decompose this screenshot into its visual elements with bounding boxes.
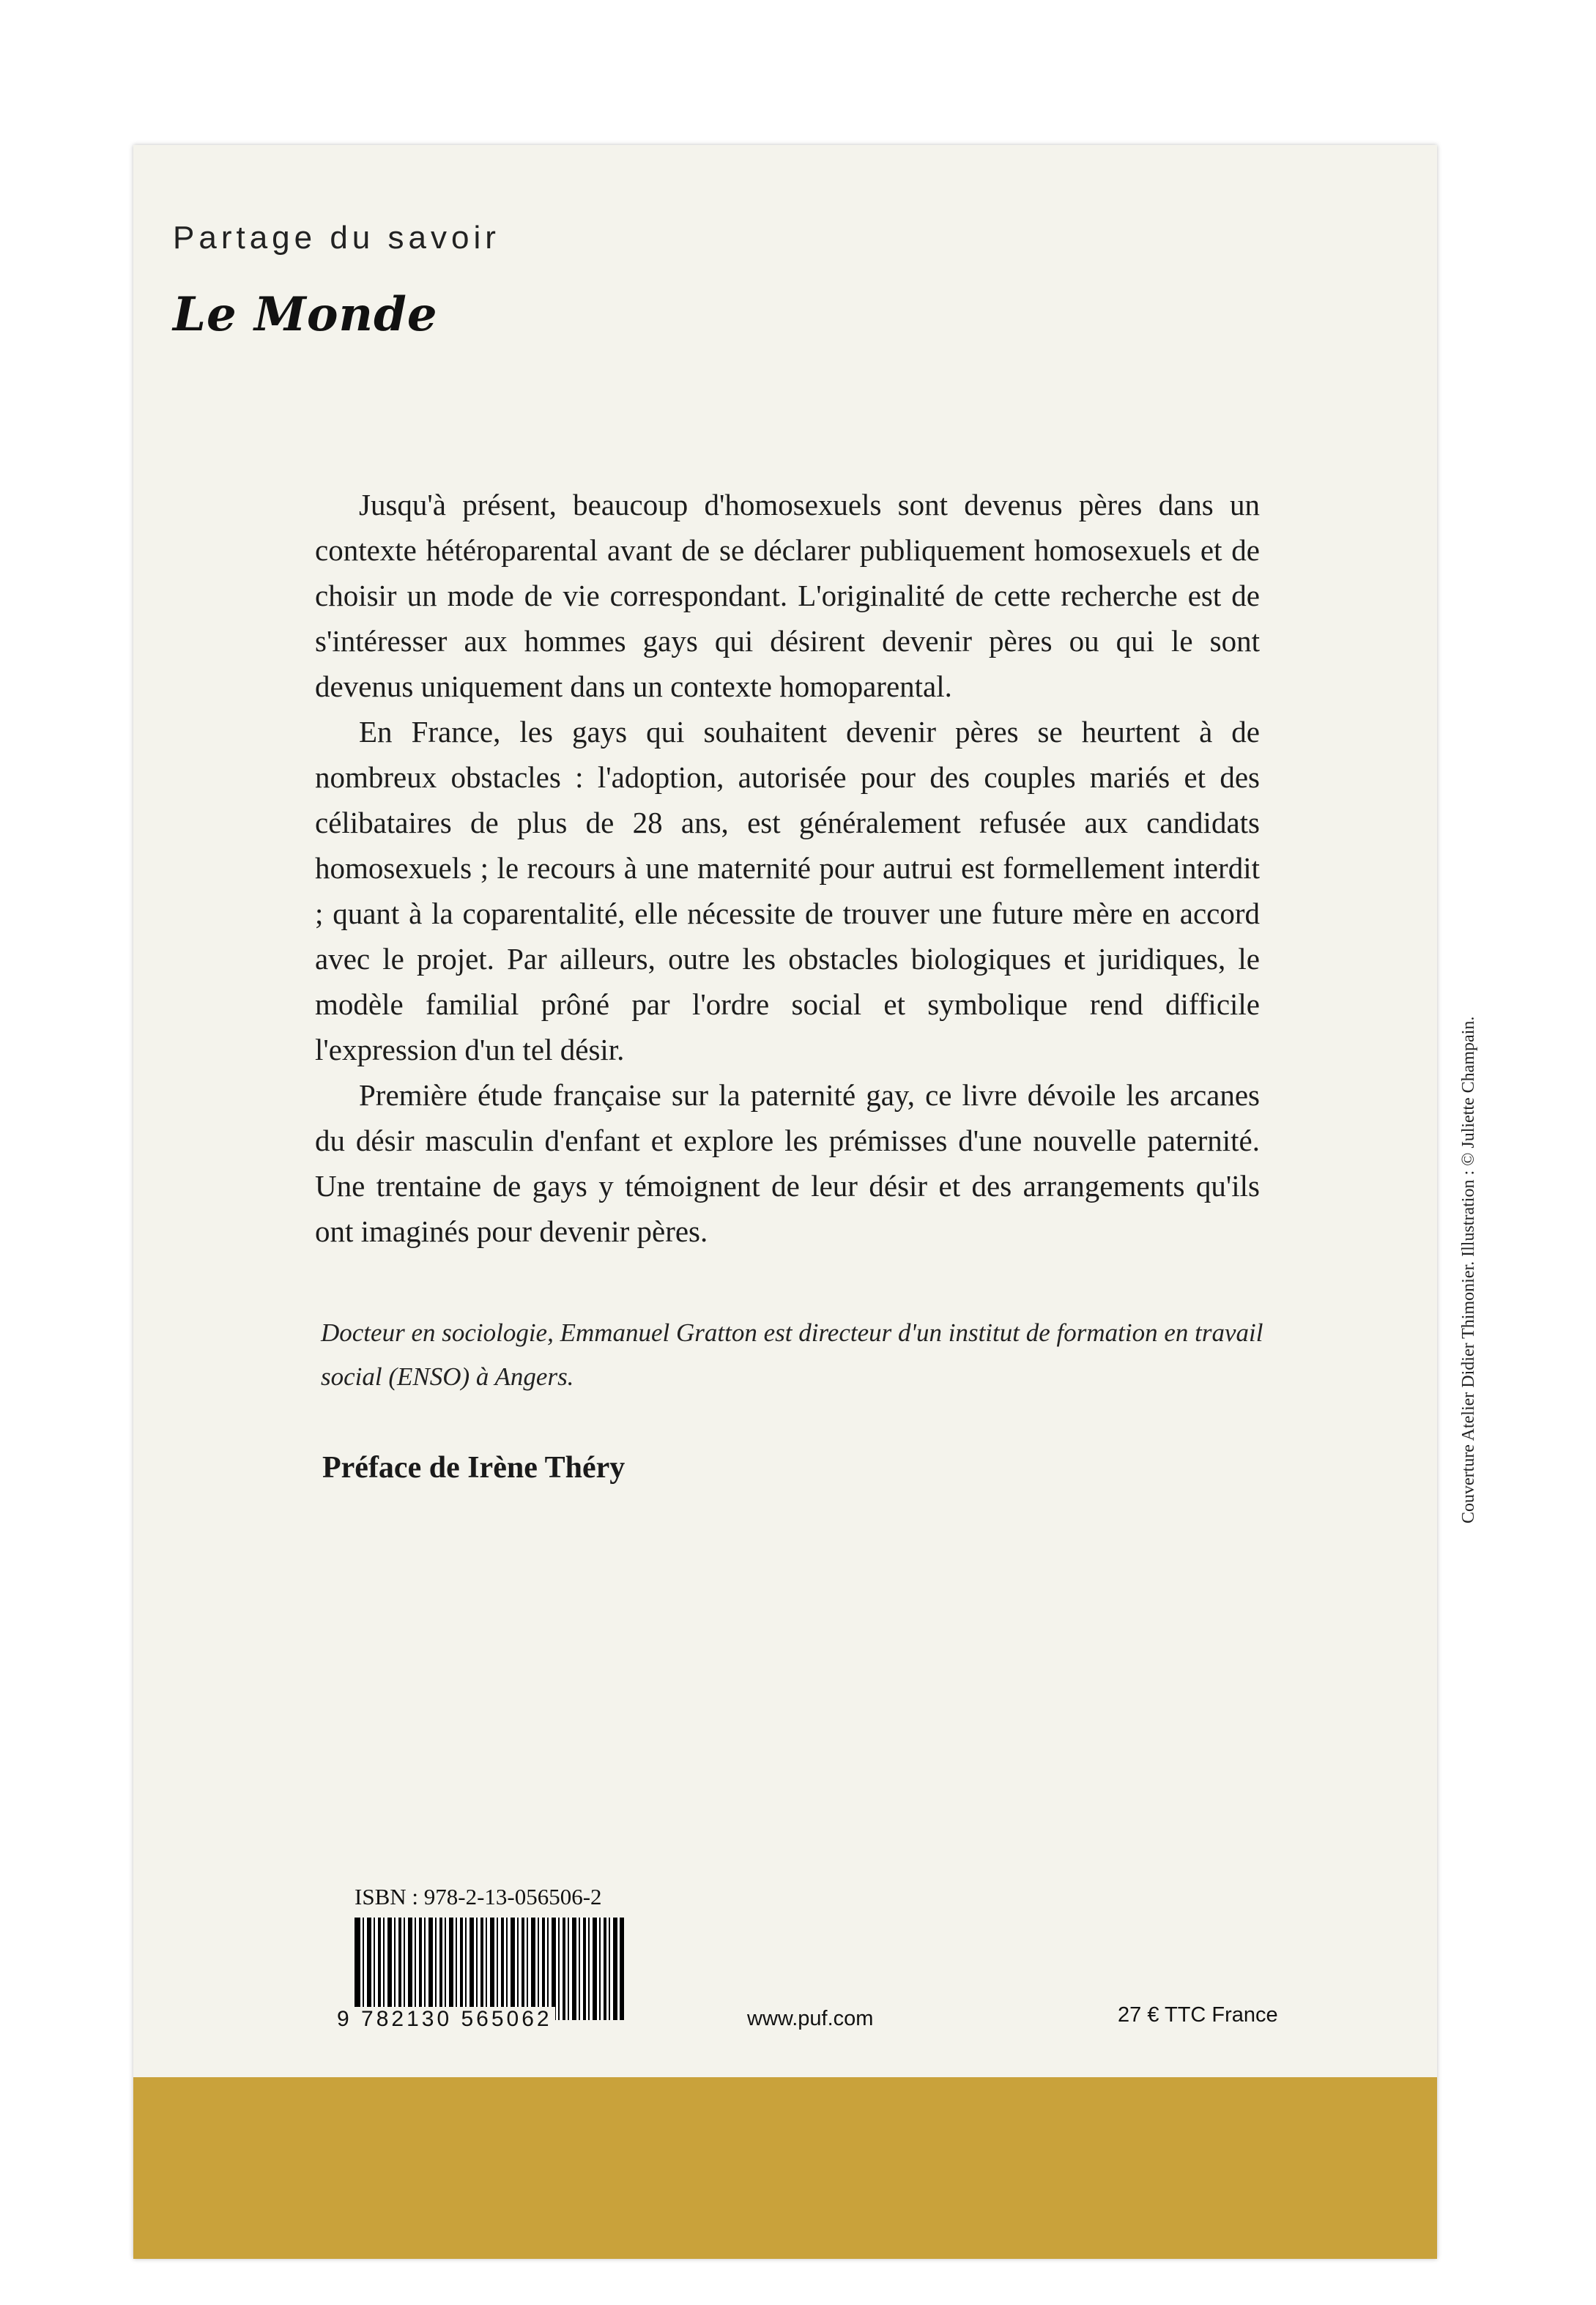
- blurb-paragraph-3: Première étude française sur la paternité gay, ce livre dévoile les arcanes du désir masculin d'enfant et explore les prémisses d'une nouvelle paternité. Une trentaine de gays y témoignent de leur désir et des arrangements qu'ils ont imaginés pour devenir pères.: [315, 1078, 1260, 1248]
- series-title: Partage du savoir: [173, 220, 500, 256]
- isbn-number: ISBN : 978-2-13-056506-2: [355, 1884, 602, 1909]
- publisher-url: www.puf.com: [747, 2007, 874, 2030]
- blurb-paragraph-1: Jusqu'à présent, beaucoup d'homosexuels sont devenus pères dans un contexte hétéroparental avant de se déclarer publiquement homosexuels et de choisir un mode de vie correspondant. L'originalité de cette recherche est de s'intéresser aux hommes gays qui désirent devenir pères ou qui le sont devenus uniquement dans un contexte homoparental.: [315, 488, 1260, 703]
- barcode: [355, 1918, 624, 2020]
- publisher-logo: Le Monde: [173, 287, 438, 342]
- blurb: [315, 482, 1260, 1254]
- author-bio: Docteur en sociologie, Emmanuel Gratton est directeur d'un institut de formation en travail social (ENSO) à Angers.: [321, 1318, 1263, 1391]
- color-band: [133, 2077, 1437, 2259]
- preface-credit: Préface de Irène Théry: [322, 1451, 626, 1485]
- cover-credits: Couverture Atelier Didier Thimonier. Illustration : © Juliette Champain.: [1459, 1016, 1478, 1523]
- blurb-paragraph-2: En France, les gays qui souhaitent devenir pères se heurtent à de nombreux obstacles : l'adoption, autorisée pour des couples mariés et des célibataires de plus de 28 ans, est généralement refusée aux candidats homosexuels ; le recours à une maternité pour autrui est formellement interdit ; quant à la coparentalité, elle nécessite de trouver une future mère en accord avec le projet. Par ailleurs, outre les obstacles biologiques et juridiques, le modèle familial prôné par l'ordre social et symbolique rend difficile l'expression d'un tel désir.: [315, 715, 1260, 1066]
- barcode-digits: 9 782130 565062: [334, 2007, 555, 2032]
- price-label: 27 € TTC France: [1118, 2003, 1278, 2027]
